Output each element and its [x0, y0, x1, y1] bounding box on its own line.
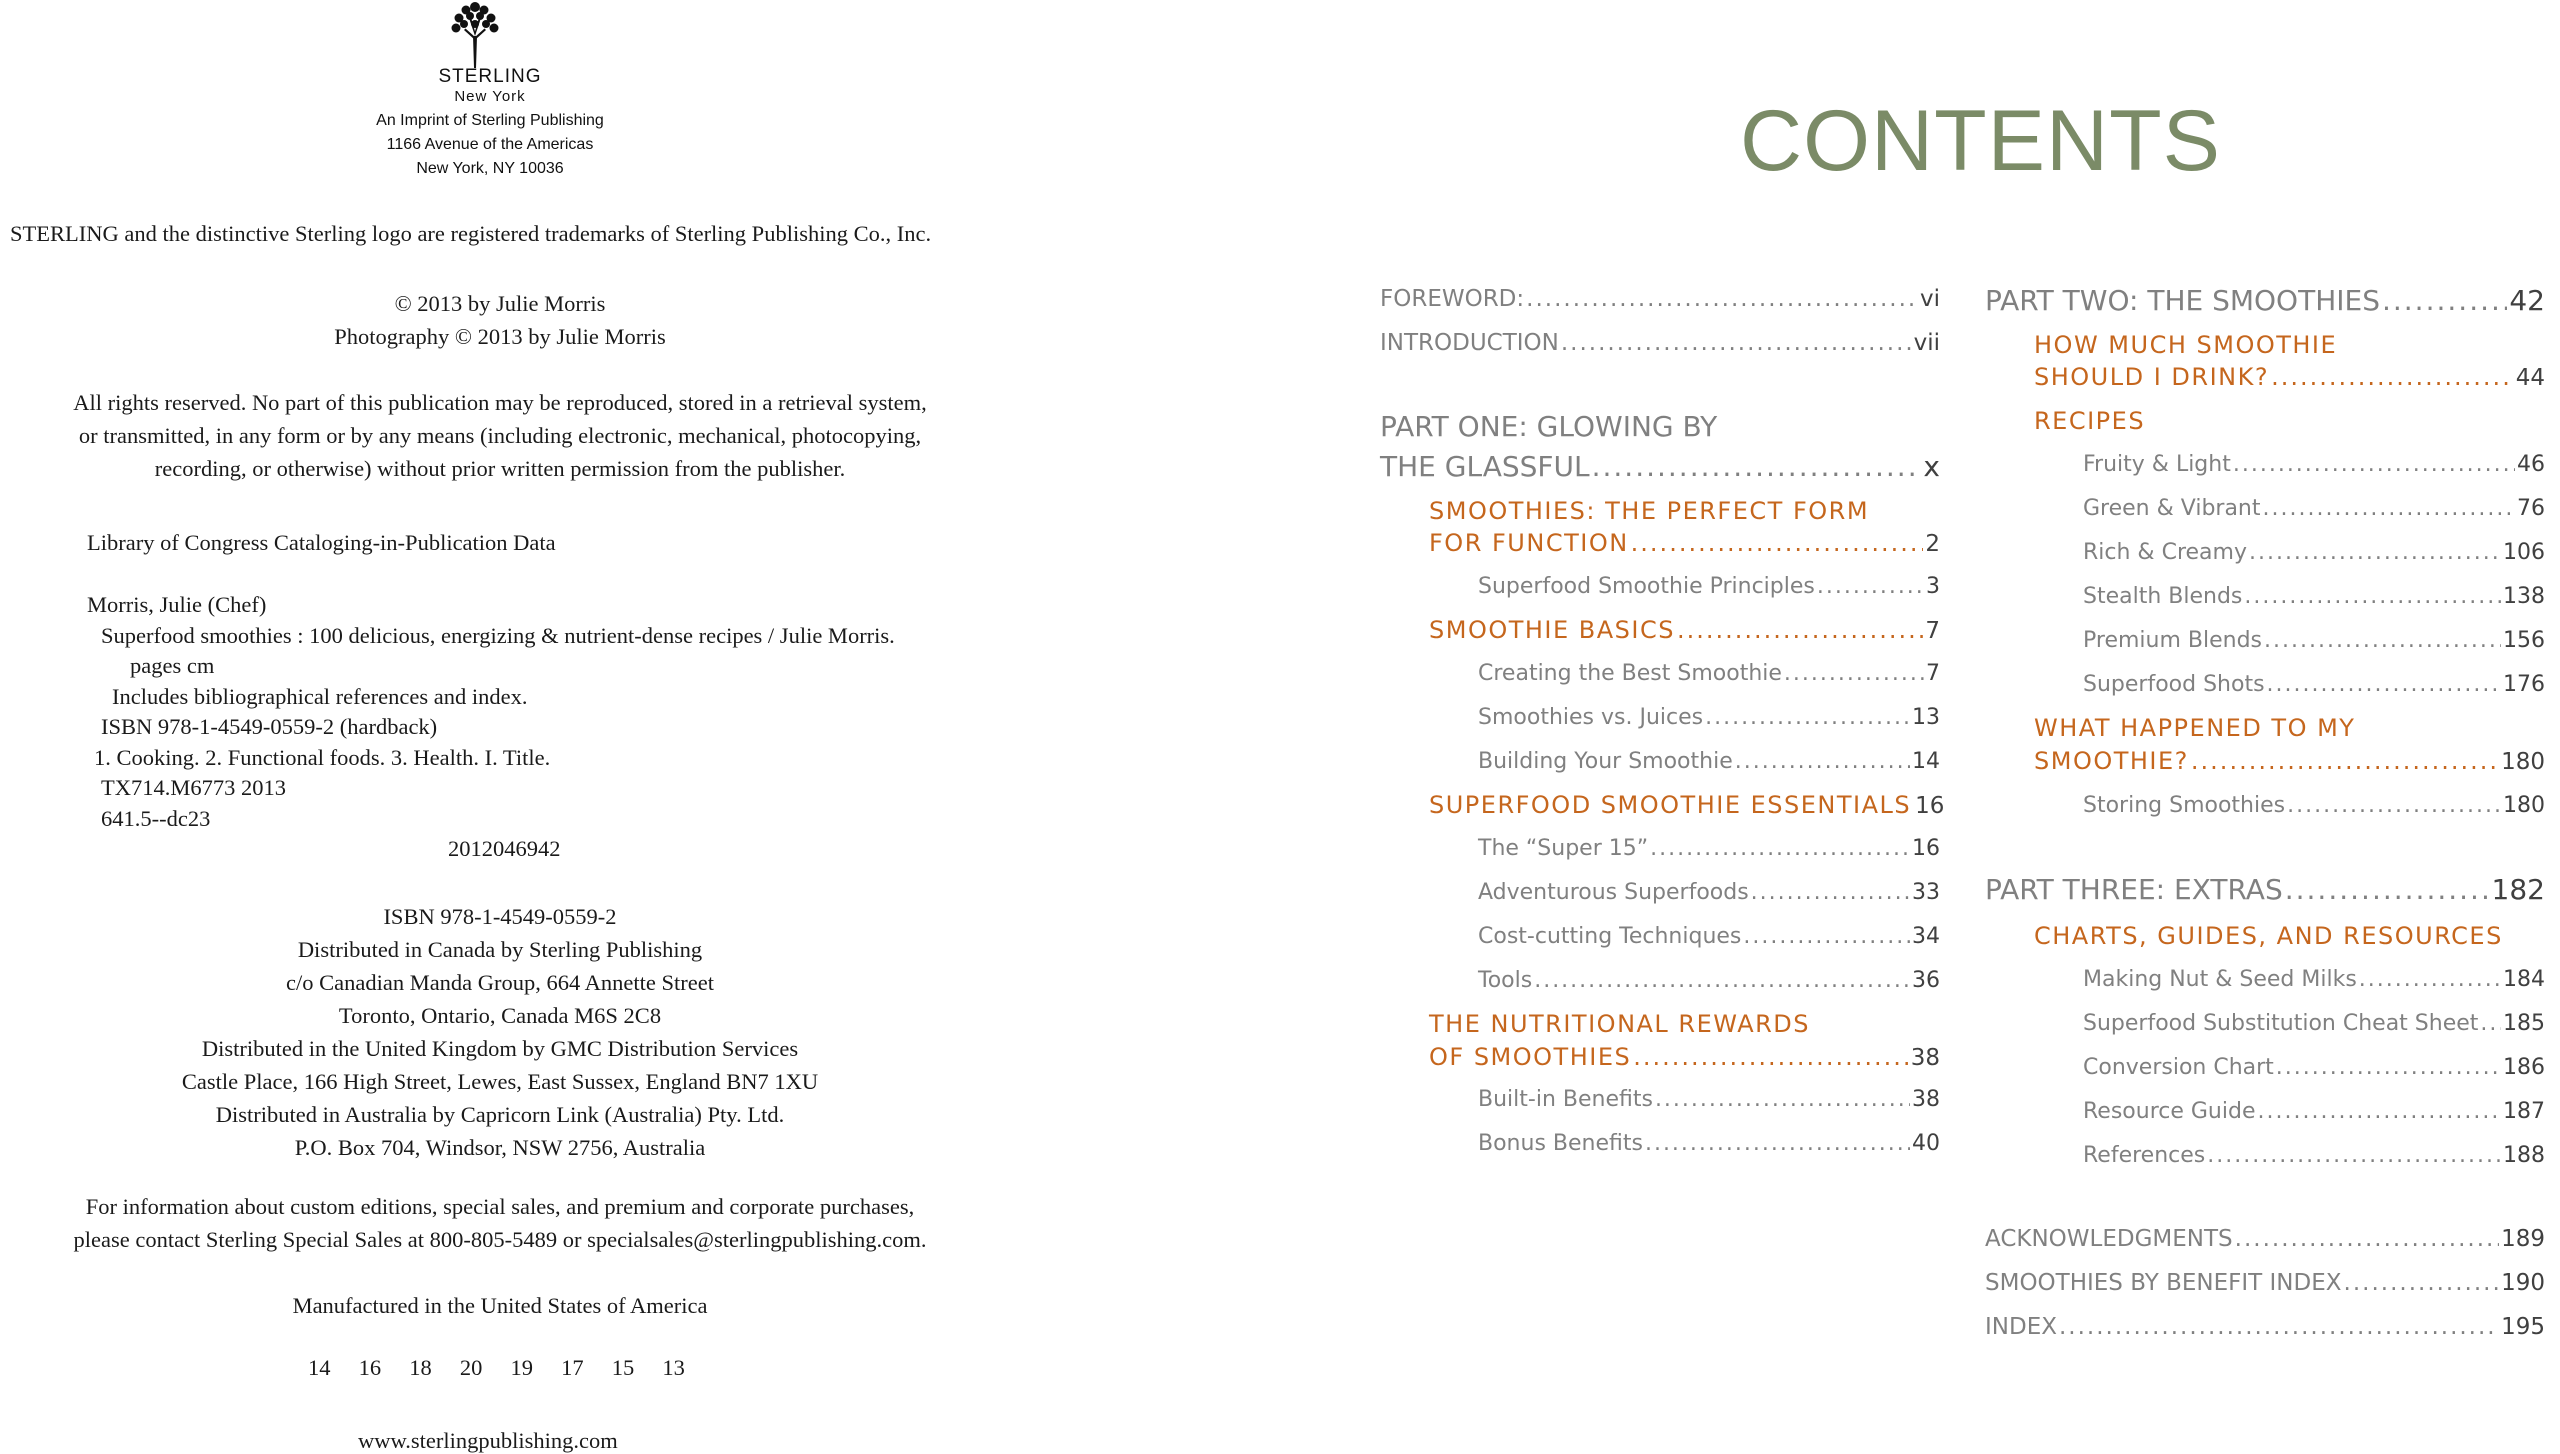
cip-data — [87, 590, 895, 834]
printing-number: 20 — [459, 1355, 483, 1380]
toc-part-entry[interactable] — [1985, 873, 2545, 906]
toc-entry-label: PART THREE: EXTRAS — [1985, 873, 2283, 906]
website-link[interactable]: www.sterlingpublishing.com — [358, 1428, 618, 1453]
distribution-line: P.O. Box 704, Windsor, NSW 2756, Australia — [294, 1135, 706, 1160]
printing-number: 16 — [358, 1355, 382, 1380]
toc-entry-label: Creating the Best Smoothie — [1478, 661, 1782, 686]
toc-entry[interactable] — [2083, 452, 2545, 477]
distribution-info — [0, 900, 1000, 1164]
printing-number: 14 — [308, 1355, 331, 1380]
distribution-line: Distributed in Canada by Sterling Publishing — [297, 937, 703, 962]
rights-line: All rights reserved. No part of this publication may be reproduced, stored in a retrieval system, — [73, 390, 927, 415]
rights-line: or transmitted, in any form or by any means (including electronic, mechanical, photocopying, — [78, 423, 922, 448]
toc-entry[interactable] — [1478, 661, 1940, 686]
toc-entry-label: Smoothies vs. Juices — [1478, 705, 1704, 730]
toc-entry-label: INDEX — [1985, 1314, 2057, 1340]
toc-entry-label: Cost-cutting Techniques — [1478, 924, 1742, 949]
toc-entry[interactable] — [2083, 628, 2545, 653]
distribution-line: Castle Place, 166 High Street, Lewes, East Sussex, England BN7 1XU — [181, 1069, 819, 1094]
sales-line: For information about custom editions, special sales, and premium and corporate purchases, — [85, 1194, 915, 1219]
toc-entry-page: 7 — [1926, 661, 1940, 686]
toc-entry-page: 184 — [2503, 967, 2545, 992]
toc-entry[interactable] — [1478, 1087, 1940, 1112]
toc-section-heading[interactable]: RECIPES — [2034, 407, 2146, 435]
toc-entry-page: 42 — [2509, 284, 2545, 317]
toc-entry-label: FOR FUNCTION — [1429, 529, 1629, 557]
toc-entry-label: Conversion Chart — [2083, 1055, 2274, 1080]
toc-entry-label: Making Nut & Seed Milks — [2083, 967, 2357, 992]
toc-entry[interactable] — [2083, 1011, 2545, 1036]
toc-entry-label: Superfood Substitution Cheat Sheet — [2083, 1011, 2479, 1036]
toc-entry[interactable] — [1985, 1226, 2545, 1252]
cip-title: Superfood smoothies : 100 delicious, energizing & nutrient-dense recipes / Julie Morris. — [101, 622, 895, 648]
sales-line: please contact Sterling Special Sales at 800-805-5489 or specialsales@sterlingpublishing.com. — [73, 1227, 927, 1252]
toc-entry-page: 16 — [1915, 793, 1945, 819]
imprint-address — [290, 109, 690, 181]
toc-entry[interactable] — [1478, 574, 1940, 599]
toc-entry-page: 195 — [2501, 1314, 2545, 1340]
toc-entry-label: THE GLASSFUL — [1380, 450, 1590, 483]
toc-entry-page: 38 — [1910, 1045, 1940, 1071]
toc-section-heading: SMOOTHIES: THE PERFECT FORM — [1429, 497, 1870, 525]
toc-entry-page: 40 — [1912, 1131, 1940, 1156]
toc-entry-label: Building Your Smoothie — [1478, 749, 1733, 774]
toc-entry-label: FOREWORD: — [1380, 286, 1525, 312]
cip-dewey: 641.5--dc23 — [101, 805, 211, 831]
toc-entry[interactable] — [1478, 705, 1940, 730]
toc-entry-page: 189 — [2501, 1226, 2545, 1252]
printing-number: 19 — [510, 1355, 533, 1380]
toc-entry-page: 16 — [1912, 836, 1940, 861]
toc-section-heading: THE NUTRITIONAL REWARDS — [1429, 1010, 1810, 1038]
toc-part-entry[interactable] — [1380, 450, 1940, 483]
cip-subjects: 1. Cooking. 2. Functional foods. 3. Health. I. Title. — [94, 744, 551, 770]
toc-entry[interactable] — [2083, 793, 2545, 818]
toc-entry-page: 138 — [2503, 584, 2545, 609]
toc-entry-label: The “Super 15” — [1478, 836, 1649, 861]
toc-entry[interactable] — [2083, 496, 2545, 521]
imprint-line: 1166 Avenue of the Americas — [386, 136, 594, 153]
toc-entry-label: Stealth Blends — [2083, 584, 2243, 609]
toc-entry-label: Rich & Creamy — [2083, 540, 2247, 565]
toc-entry-label: Resource Guide — [2083, 1099, 2256, 1124]
toc-section-entry[interactable] — [1429, 1043, 1940, 1071]
toc-entry-label: Superfood Smoothie Principles — [1478, 574, 1815, 599]
toc-section-entry[interactable] — [2034, 363, 2545, 391]
publisher-city: New York — [454, 88, 526, 105]
toc-entry-label: SMOOTHIE BASICS — [1429, 616, 1675, 644]
rights-notice — [0, 386, 1000, 485]
distribution-line: ISBN 978-1-4549-0559-2 — [383, 904, 617, 929]
copyright-notice — [0, 287, 1000, 353]
printing-number: 18 — [409, 1355, 432, 1380]
rights-line: recording, or otherwise) without prior written permission from the publisher. — [154, 456, 846, 481]
manufactured-line: Manufactured in the United States of America — [292, 1293, 708, 1318]
toc-entry-page: 186 — [2503, 1055, 2545, 1080]
trademark-notice: STERLING and the distinctive Sterling logo are registered trademarks of Sterling Publishing Co., Inc. — [10, 221, 932, 246]
cip-heading: Library of Congress Cataloging-in-Publication Data — [87, 530, 556, 555]
toc-entry[interactable] — [2083, 1143, 2545, 1168]
toc-entry[interactable] — [1478, 924, 1940, 949]
special-sales-info — [0, 1190, 1000, 1256]
toc-entry[interactable] — [1478, 1131, 1940, 1156]
toc-entry-label: SMOOTHIE? — [2034, 747, 2189, 775]
toc-section-heading: WHAT HAPPENED TO MY — [2034, 714, 2356, 742]
toc-entry-label: PART TWO: THE SMOOTHIES — [1985, 284, 2380, 317]
toc-entry-page: 46 — [2517, 452, 2545, 477]
toc-entry-label: Bonus Benefits — [1478, 1131, 1643, 1156]
toc-entry-label: Built-in Benefits — [1478, 1087, 1653, 1112]
toc-entry-page: 185 — [2503, 1011, 2545, 1036]
toc-entry-page: 7 — [1925, 618, 1940, 644]
toc-entry-label: Premium Blends — [2083, 628, 2262, 653]
contents-title: CONTENTS — [1740, 93, 2221, 189]
toc-entry-label: ACKNOWLEDGMENTS — [1985, 1226, 2233, 1252]
printing-numbers — [308, 1355, 685, 1381]
toc-entry[interactable] — [1380, 330, 1940, 356]
distribution-line: Toronto, Ontario, Canada M6S 2C8 — [338, 1003, 662, 1028]
toc-entry-page: 182 — [2491, 873, 2545, 906]
cip-includes: Includes bibliographical references and index. — [112, 683, 528, 709]
toc-entry-label: Fruity & Light — [2083, 452, 2231, 477]
lccn: 2012046942 — [448, 836, 561, 861]
toc-entry-page: 34 — [1912, 924, 1940, 949]
printing-number: 13 — [662, 1355, 685, 1380]
copyright-line: © 2013 by Julie Morris — [394, 291, 606, 316]
toc-entry-page: vii — [1913, 330, 1940, 356]
toc-entry-page: vi — [1919, 286, 1940, 312]
toc-entry-page: 2 — [1925, 531, 1940, 557]
toc-entry-label: Superfood Shots — [2083, 672, 2265, 697]
toc-part-heading: PART ONE: GLOWING BY — [1380, 410, 1718, 443]
toc-entry-page: 106 — [2503, 540, 2545, 565]
toc-entry-page: 36 — [1912, 968, 1940, 993]
toc-entry-label: References — [2083, 1143, 2206, 1168]
toc-entry-label: SHOULD I DRINK? — [2034, 363, 2270, 391]
toc-entry-page: 14 — [1912, 749, 1940, 774]
toc-entry[interactable] — [1478, 968, 1940, 993]
cip-author: Morris, Julie (Chef) — [87, 592, 267, 617]
toc-entry-label: SMOOTHIES BY BENEFIT INDEX — [1985, 1270, 2342, 1296]
toc-entry-page: 180 — [2503, 793, 2545, 818]
printing-number: 17 — [561, 1355, 584, 1380]
copyright-page — [0, 0, 1000, 1453]
toc-entry[interactable] — [2083, 672, 2545, 697]
toc-entry[interactable] — [1478, 836, 1940, 861]
cip-pages: pages cm — [130, 653, 215, 678]
distribution-line: c/o Canadian Manda Group, 664 Annette Street — [285, 970, 715, 995]
publisher-logo — [385, 0, 565, 105]
toc-entry-page: 3 — [1926, 574, 1940, 599]
toc-entry-page: 13 — [1912, 705, 1940, 730]
toc-section-entry[interactable] — [1429, 616, 1940, 644]
toc-entry-page: 190 — [2501, 1270, 2545, 1296]
toc-entry-label: OF SMOOTHIES — [1429, 1043, 1632, 1071]
toc-section-entry[interactable] — [1429, 791, 1945, 819]
toc-entry[interactable] — [2083, 540, 2545, 565]
toc-entry[interactable] — [1478, 880, 1940, 905]
toc-entry-page: 188 — [2503, 1143, 2545, 1168]
toc-entry-page: x — [1923, 450, 1940, 483]
toc-entry-label: Tools — [1478, 968, 1533, 993]
toc-entry-page: 156 — [2503, 628, 2545, 653]
toc-entry-page: 33 — [1912, 880, 1940, 905]
distribution-line: Distributed in the United Kingdom by GMC Distribution Services — [201, 1036, 799, 1061]
cip-class: TX714.M6773 2013 — [101, 775, 286, 800]
photo-copyright-line: Photography © 2013 by Julie Morris — [334, 324, 666, 349]
toc-entry-label: Green & Vibrant — [2083, 496, 2261, 521]
toc-section-heading[interactable]: CHARTS, GUIDES, AND RESOURCES — [2034, 922, 2503, 950]
toc-entry[interactable] — [1380, 286, 1940, 312]
toc-section-entry[interactable] — [1429, 529, 1940, 557]
toc-entry[interactable] — [1985, 1270, 2545, 1296]
toc-entry-page: 180 — [2501, 749, 2545, 775]
toc-entry-page: 76 — [2517, 496, 2545, 521]
toc-entry-label: INTRODUCTION — [1380, 330, 1559, 356]
publisher-name: STERLING — [438, 66, 542, 87]
toc-entry[interactable] — [2083, 1055, 2545, 1080]
imprint-line: New York, NY 10036 — [416, 160, 564, 177]
toc-entry[interactable] — [2083, 584, 2545, 609]
printing-number: 15 — [611, 1355, 635, 1380]
toc-part-entry[interactable] — [1985, 284, 2545, 317]
toc-section-heading: HOW MUCH SMOOTHIE — [2034, 331, 2338, 359]
toc-entry-page: 44 — [2515, 365, 2545, 391]
toc-entry-label: SUPERFOOD SMOOTHIE ESSENTIALS — [1429, 791, 1912, 819]
toc-entry[interactable] — [1478, 749, 1940, 774]
tree-logo-icon — [440, 0, 510, 68]
imprint-line: An Imprint of Sterling Publishing — [376, 112, 604, 129]
toc-entry[interactable] — [1985, 1314, 2545, 1340]
toc-entry-page: 187 — [2503, 1099, 2545, 1124]
cip-isbn: ISBN 978-1-4549-0559-2 (hardback) — [101, 714, 438, 739]
toc-entry[interactable] — [2083, 1099, 2545, 1124]
toc-entry-page: 176 — [2503, 672, 2545, 697]
distribution-line: Distributed in Australia by Capricorn Link (Australia) Pty. Ltd. — [215, 1102, 785, 1127]
toc-entry-label: Adventurous Superfoods — [1478, 880, 1749, 905]
toc-entry-label: Storing Smoothies — [2083, 793, 2286, 818]
toc-section-entry[interactable] — [2034, 747, 2545, 775]
toc-entry[interactable] — [2083, 967, 2545, 992]
toc-entry-page: 38 — [1912, 1087, 1940, 1112]
